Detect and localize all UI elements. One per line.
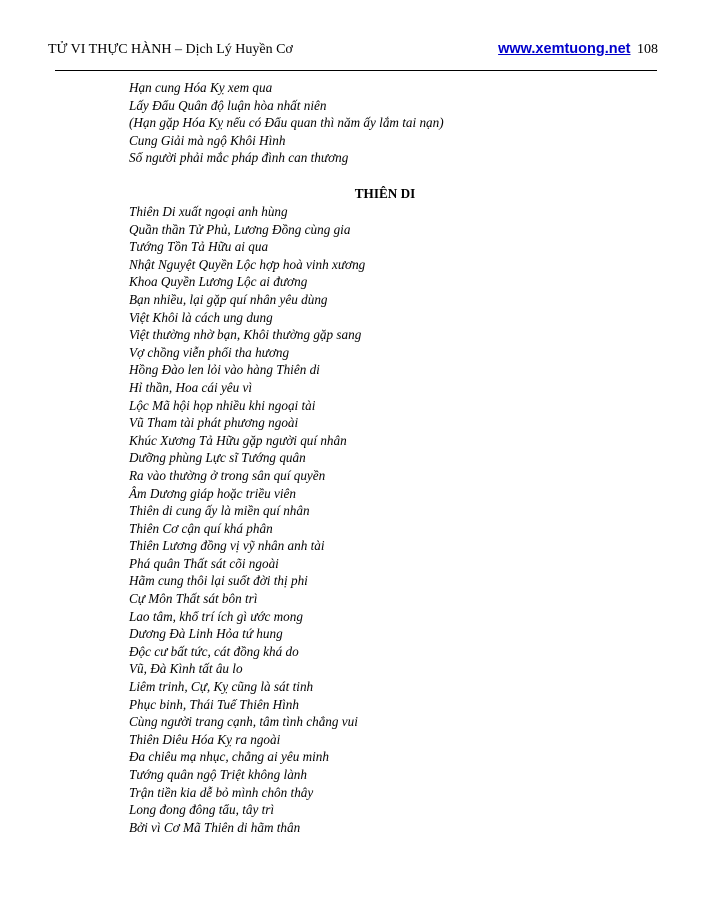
verse-line: Tướng Tồn Tả Hữu ai qua: [129, 239, 269, 255]
verse-line: Lấy Đẩu Quân độ luận hòa nhất niên: [129, 97, 327, 113]
verse-line: Việt thường nhờ bạn, Khôi thường gặp sang: [129, 327, 362, 343]
verse-line: Cự Môn Thất sát bôn trì: [129, 591, 258, 607]
verse-line: (Hạn gặp Hóa Kỵ nếu có Đẩu quan thì năm ấy lắm tai nạn): [129, 115, 444, 131]
verse-line: Thiên Diêu Hóa Kỵ ra ngoài: [129, 731, 281, 747]
header-divider: [55, 70, 657, 71]
document-header-title: TỬ VI THỰC HÀNH – Dịch Lý Huyền Cơ: [48, 42, 293, 57]
verse-line: Cùng người trang cạnh, tâm tình chẳng vui: [129, 714, 358, 730]
verse-line: Khoa Quyền Lương Lộc ai đương: [129, 274, 308, 290]
verse-line: Trận tiền kia dễ bỏ mình chôn thây: [129, 784, 314, 800]
verse-line: Cung Giải mà ngộ Khôi Hình: [129, 132, 286, 148]
verse-line: Phá quân Thất sát cõi ngoài: [129, 555, 279, 571]
verse-line: Hỉ thần, Hoa cái yêu vì: [129, 379, 253, 395]
verse-line: Thiên Cơ cận quí khá phân: [129, 520, 273, 536]
verse-line: Dương Đà Linh Hỏa tứ hung: [129, 626, 283, 642]
section-heading: THIÊN DI: [354, 186, 416, 201]
section-verses: [129, 203, 569, 836]
verse-line: Phục binh, Thái Tuế Thiên Hình: [129, 696, 299, 712]
verse-line: Thiên di cung ấy là miền quí nhân: [129, 503, 310, 519]
verse-line: Nhật Nguyệt Quyền Lộc hợp hoà vinh xương: [129, 256, 366, 272]
verse-line: Lộc Mã hội họp nhiều khi ngoại tài: [129, 397, 316, 413]
verse-line: Độc cư bất tức, cát đồng khá do: [129, 643, 299, 659]
verse-line: Long đong đông tẩu, tây trì: [129, 802, 275, 818]
website-link[interactable]: www.xemtuong.net: [498, 41, 631, 57]
verse-line: Tướng quân ngộ Triệt không lành: [129, 767, 307, 782]
verse-line: Hồng Đào len lỏi vào hàng Thiên di: [129, 362, 320, 378]
verse-line: Bạn nhiều, lại gặp quí nhân yêu dùng: [129, 291, 328, 307]
verse-line: Vũ, Đà Kình tất âu lo: [129, 661, 243, 677]
intro-verses: [129, 79, 569, 167]
verse-line: Dưỡng phùng Lực sĩ Tướng quân: [129, 450, 306, 466]
verse-line: Khúc Xương Tả Hữu gặp người quí nhân: [129, 432, 347, 448]
verse-line: Hạn cung Hóa Kỵ xem qua: [129, 80, 273, 95]
verse-line: Đa chiêu mạ nhục, chẳng ai yêu minh: [129, 749, 329, 765]
verse-line: Thiên Lương đồng vị vỹ nhân anh tài: [129, 538, 325, 554]
verse-line: Quần thần Tử Phủ, Lương Đồng cùng gia: [129, 221, 351, 237]
page-number: 108: [637, 42, 658, 57]
verse-line: Liêm trinh, Cự, Kỵ cũng là sát tinh: [129, 679, 314, 695]
verse-line: Việt Khôi là cách ung dung: [129, 309, 273, 325]
verse-line: Âm Dương giáp hoặc triều viên: [129, 485, 296, 501]
verse-line: Hãm cung thôi lại suốt đời thị phi: [129, 573, 308, 589]
verse-line: Vợ chồng viễn phối tha hương: [129, 344, 290, 360]
verse-line: Lao tâm, khổ trí ích gì ước mong: [129, 608, 303, 624]
verse-line: Thiên Di xuất ngoại anh hùng: [129, 204, 288, 219]
verse-line: Vũ Tham tài phát phương ngoài: [129, 415, 299, 431]
verse-line: Số người phải mắc pháp đình can thương: [129, 150, 349, 166]
verse-line: Bởi vì Cơ Mã Thiên di hãm thân: [129, 819, 301, 835]
verse-line: Ra vào thường ở trong sân quí quyền: [129, 467, 326, 483]
header-right: [498, 41, 658, 58]
